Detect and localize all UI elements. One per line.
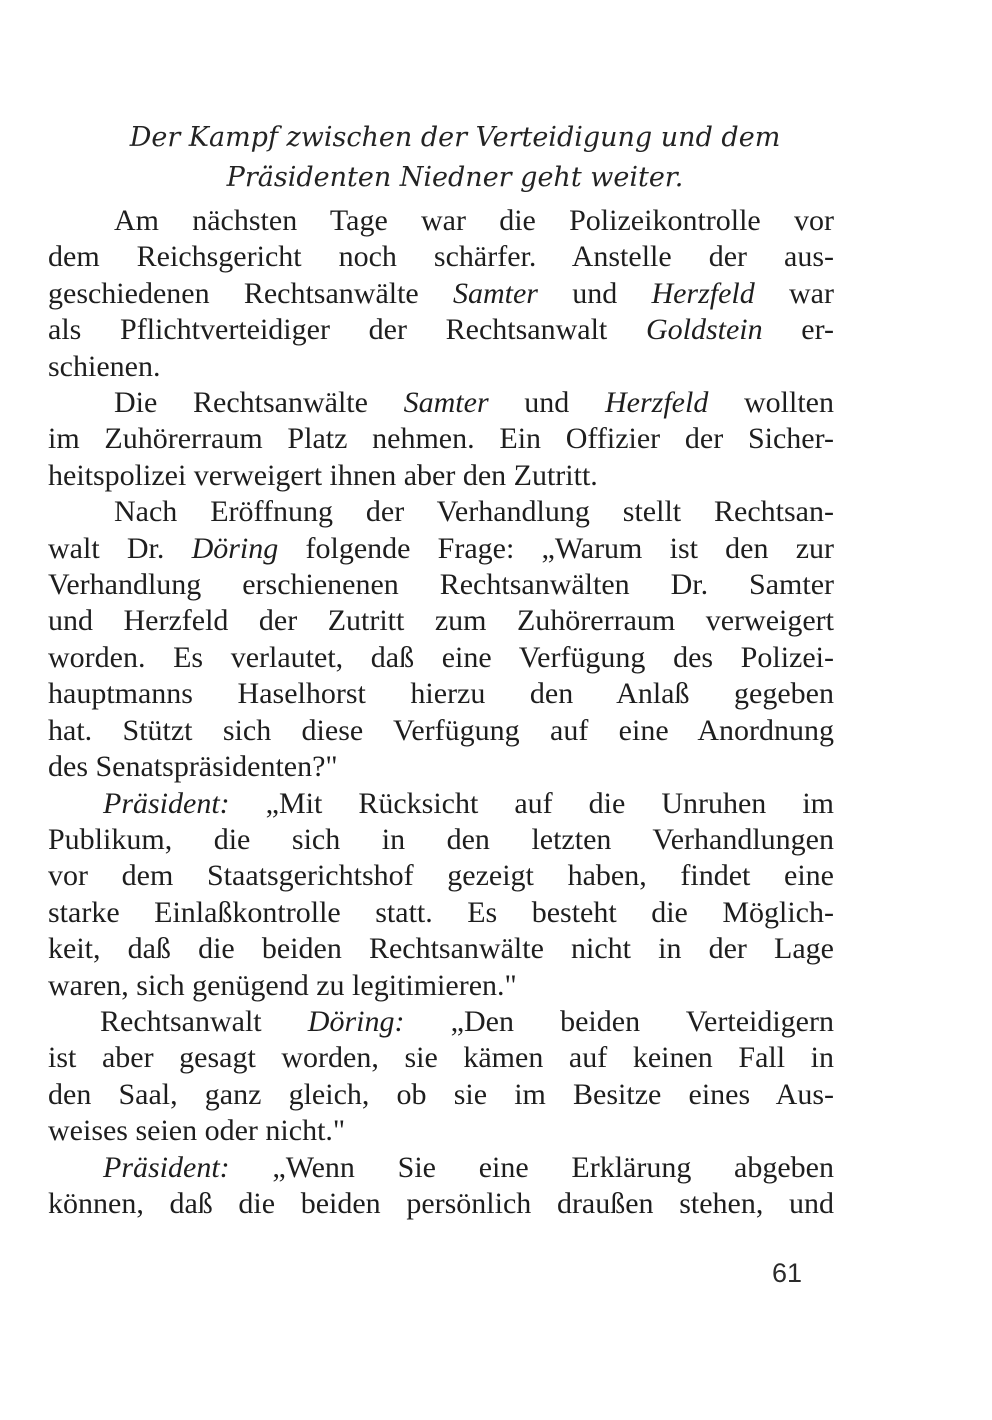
text-segment: können, daß die beiden persönlich draußen stehen, und <box>48 1186 834 1220</box>
text-segment: er- <box>762 313 834 347</box>
text-segment: dem Reichsgericht noch schärfer. Anstelle der aus- <box>48 240 834 274</box>
text-line <box>48 1150 834 1186</box>
text-line <box>48 895 834 931</box>
text-segment: im Zuhörerraum Platz nehmen. Ein Offizier der Sicher- <box>48 422 834 456</box>
italic-name: Samter <box>403 386 489 420</box>
text-segment: walt Dr. <box>48 531 192 565</box>
heading-line-1: Der Kampf zwischen der Verteidigung und dem <box>129 122 781 153</box>
text-segment: und Herzfeld der Zutritt zum Zuhörerraum verweigert <box>48 604 834 638</box>
italic-name: Präsident: <box>103 1150 230 1184</box>
italic-name: Samter <box>452 276 538 310</box>
text-segment: als Pflichtverteidiger der Rechtsanwalt <box>48 313 646 347</box>
text-line <box>48 676 834 712</box>
text-segment: wollten <box>708 386 834 420</box>
text-segment: worden. Es verlautet, daß eine Verfügung des Polizei- <box>48 640 834 674</box>
italic-name: Döring: <box>307 1004 405 1038</box>
text-line <box>48 1113 834 1149</box>
text-segment: „Mit Rücksicht auf die Unruhen im <box>229 786 834 820</box>
text-line <box>48 276 834 312</box>
text-line <box>48 239 834 275</box>
text-line <box>48 640 834 676</box>
paragraph <box>48 786 834 1004</box>
text-line <box>48 1004 834 1040</box>
heading-line-2: Präsidenten Niedner geht weiter. <box>226 162 684 193</box>
text-segment: Am nächsten Tage war die Polizeikontrolle vor <box>114 204 834 237</box>
text-segment: weises seien oder nicht." <box>48 1114 346 1148</box>
text-segment: waren, sich genügend zu legitimieren." <box>48 968 517 1002</box>
text-line <box>48 1186 834 1222</box>
italic-name: Goldstein <box>645 313 763 347</box>
text-line <box>48 494 834 530</box>
text-segment: ist aber gesagt worden, sie kämen auf keinen Fall in <box>48 1041 834 1075</box>
text-segment: keit, daß die beiden Rechtsanwälte nicht in der Lage <box>48 932 834 966</box>
text-segment: war <box>754 276 834 310</box>
italic-name: Herzfeld <box>605 386 709 420</box>
text-segment: und <box>537 276 652 310</box>
text-segment: hauptmanns Haselhorst hierzu den Anlaß gegeben <box>48 677 834 711</box>
page-number: 61 <box>771 1258 802 1288</box>
text-line <box>48 385 834 421</box>
text-segment: Die Rechtsanwälte <box>114 386 404 420</box>
paragraph <box>48 494 834 785</box>
text-segment: Publikum, die sich in den letzten Verhandlungen <box>48 822 834 856</box>
paragraph <box>48 1150 834 1223</box>
text-segment: heitspolizei verweigert ihnen aber den Zutritt. <box>48 458 598 492</box>
paragraph <box>48 385 834 494</box>
text-line <box>48 312 834 348</box>
text-segment: Rechtsanwalt <box>100 1004 308 1038</box>
text-line <box>48 968 834 1004</box>
text-line <box>48 749 834 785</box>
text-line <box>48 858 834 894</box>
text-line <box>48 1077 834 1113</box>
text-line <box>48 421 834 457</box>
text-line <box>48 931 834 967</box>
text-segment: Nach Eröffnung der Verhandlung stellt Rechtsan- <box>114 495 834 529</box>
text-segment: des Senatspräsidenten?" <box>48 750 338 784</box>
chapter-heading <box>60 118 850 198</box>
text-line <box>48 786 834 822</box>
paragraph <box>48 1004 834 1150</box>
text-segment: und <box>488 386 605 420</box>
text-line <box>48 713 834 749</box>
paragraph <box>48 203 834 385</box>
text-line <box>48 531 834 567</box>
text-segment: Verhandlung erschienenen Rechtsanwälten Dr. Samter <box>48 568 834 602</box>
text-segment: „Wenn Sie eine Erklärung abgeben <box>229 1150 834 1184</box>
text-segment: vor dem Staatsgerichtshof gezeigt haben, findet eine <box>48 859 834 893</box>
text-line <box>48 458 834 494</box>
text-line <box>48 203 834 239</box>
text-segment: den Saal, ganz gleich, ob sie im Besitze eines Aus- <box>48 1077 834 1111</box>
text-line <box>48 822 834 858</box>
italic-name: Döring <box>191 531 279 565</box>
text-segment: schienen. <box>48 349 161 383</box>
italic-name: Präsident: <box>103 786 230 820</box>
text-segment: geschiedenen Rechtsanwälte <box>48 276 453 310</box>
body-text <box>48 203 834 1222</box>
text-segment: starke Einlaßkontrolle statt. Es besteht die Möglich- <box>48 895 834 929</box>
text-line <box>48 567 834 603</box>
text-segment: „Den beiden Verteidigern <box>404 1004 834 1038</box>
text-segment: hat. Stützt sich diese Verfügung auf eine Anordnung <box>48 713 834 747</box>
text-line <box>48 603 834 639</box>
italic-name: Herzfeld <box>651 276 755 310</box>
text-line <box>48 349 834 385</box>
text-segment: folgende Frage: „Warum ist den zur <box>278 531 834 565</box>
text-line <box>48 1040 834 1076</box>
